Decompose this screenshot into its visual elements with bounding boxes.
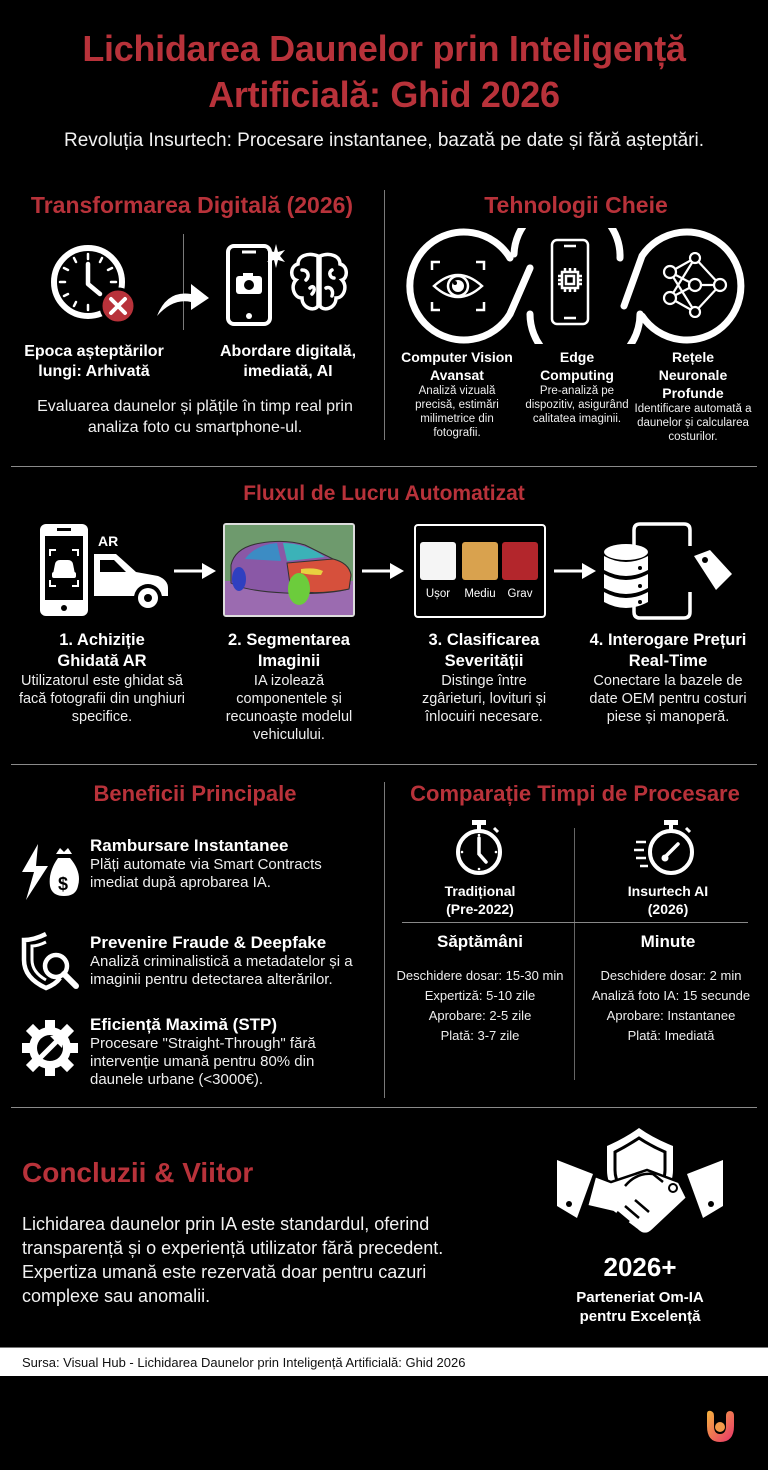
insurtech-times-list	[576, 966, 766, 1046]
gear-arrow-icon	[20, 1018, 80, 1078]
time-row: Deschidere dosar: 2 min	[600, 968, 742, 983]
section-separator	[11, 764, 757, 765]
severity-swatch-severe	[502, 542, 538, 580]
step-title: 1. Achiziție Ghidată AR	[57, 631, 147, 670]
transformation-heading: Transformarea Digitală (2026)	[30, 192, 354, 218]
traditional-times-list	[386, 966, 574, 1046]
column-label: Tradițional	[444, 883, 516, 899]
step-description: Conectare la bazele de date OEM pentru costuri piese și manoperă.	[589, 673, 747, 725]
time-row: Plată: 3-7 zile	[440, 1028, 520, 1043]
comparison-header-line	[402, 922, 748, 923]
column-label-year: (Pre-2022)	[446, 901, 514, 917]
tech-title: Edge Computing	[540, 349, 614, 383]
badge-line: Parteneriat Om-IA	[576, 1289, 704, 1306]
handshake-shield-icon	[555, 1126, 725, 1242]
badge-year: 2026+	[603, 1252, 677, 1282]
benefit-title: Rambursare Instantanee	[90, 836, 289, 855]
time-row: Analiză foto IA: 15 secunde	[591, 988, 751, 1003]
brain-icon	[288, 250, 350, 314]
tech-description: Pre-analiză pe dispozitiv, asigurând calitatea imaginii.	[525, 385, 629, 425]
svg-text:$: $	[58, 874, 69, 894]
ar-badge: AR	[98, 533, 119, 549]
benefits-heading: Beneficii Principale	[93, 781, 297, 806]
insurtech-summary: Minute	[640, 932, 696, 951]
section-divider	[384, 782, 385, 1098]
benefit-item-fraud-prevention	[90, 933, 384, 989]
badge-caption	[560, 1288, 720, 1326]
step-description: IA izolează componentele și recunoaște modelul vehiculului.	[225, 673, 353, 743]
source-footer: Sursa: Visual Hub - Lichidarea Daunelor prin Inteligență Artificială: Ghid 2026	[0, 1347, 768, 1376]
eye-scan-icon	[428, 258, 488, 314]
page-title	[0, 26, 768, 118]
benefit-description: Plăți automate via Smart Contracts imediat după aprobarea IA.	[90, 856, 322, 891]
arrow-right-icon	[360, 562, 406, 580]
arrow-right-icon	[155, 280, 211, 320]
benefit-description: Procesare "Straight-Through" fără intervenție umană pentru 80% din daunele urbane (<3000€).	[90, 1035, 316, 1088]
severity-label: Ușor	[425, 588, 451, 600]
technologies-infinity-graphic	[398, 228, 768, 344]
workflow-step-2	[214, 630, 364, 744]
comparison-heading: Comparație Timpi de Procesare	[410, 781, 740, 806]
conclusion-text: Lichidarea daunelor prin IA este standardul, oferind transparență și o experiență utilizator fără precedent. Expertiza umană este rezervată doar pentru cazuri complexe sau anomalii.	[22, 1214, 444, 1306]
segmentation-image	[223, 523, 355, 617]
tech-item-computer-vision	[398, 348, 516, 440]
severity-swatch-light	[420, 542, 456, 580]
title-line-2: Artificială: Ghid 2026	[208, 74, 560, 115]
stopwatch-icon	[454, 818, 504, 876]
benefit-description: Analiză criminalistică a metadatelor și a imaginii pentru detectarea alterărilor.	[90, 953, 353, 988]
tech-title: Rețele Neuronale Profunde	[658, 349, 728, 401]
section-divider	[384, 190, 385, 440]
lightning-money-bag-icon	[20, 842, 80, 902]
fast-stopwatch-icon	[634, 818, 704, 876]
neural-network-icon	[660, 252, 730, 318]
tech-description: Identificare automată a daunelor și calcularea costurilor.	[634, 403, 752, 443]
database-price-tag-icon	[602, 522, 734, 620]
severity-swatch-medium	[462, 542, 498, 580]
comparison-divider	[574, 828, 575, 1080]
workflow-step-4	[580, 630, 756, 726]
benefit-title: Eficiență Maximă (STP)	[90, 1015, 278, 1034]
comparison-column-traditional	[404, 882, 556, 918]
arrow-right-icon	[552, 562, 598, 580]
severity-label: Grav	[507, 588, 533, 600]
shield-search-icon	[20, 932, 80, 992]
time-row: Plată: Imediată	[627, 1028, 715, 1043]
time-row: Deschidere dosar: 15-30 min	[396, 968, 564, 983]
technologies-heading: Tehnologii Cheie	[484, 192, 668, 218]
new-era-label: Abordare digitală, imediată, AI	[219, 343, 357, 380]
tech-title: Computer Vision Avansat	[401, 349, 513, 383]
step-title: 2. Segmentarea Imaginii	[228, 631, 350, 670]
step-title: 3. Clasificarea Severității	[428, 631, 540, 670]
severity-label: Mediu	[464, 588, 496, 600]
severity-scale	[414, 524, 546, 618]
benefit-item-efficiency	[90, 1015, 360, 1089]
visual-hub-logo	[702, 1408, 738, 1444]
old-era-label: Epoca așteptărilor lungi: Arhivată	[24, 343, 164, 380]
clock-cancel-icon	[48, 244, 140, 328]
section-separator	[11, 466, 757, 467]
transformation-description: Evaluarea daunelor și plățile în timp real prin analiza foto cu smartphone-ul.	[37, 398, 353, 436]
section-separator	[11, 1107, 757, 1108]
tech-item-neural-networks	[630, 348, 756, 444]
workflow-step-3	[404, 630, 564, 726]
benefit-title: Prevenire Fraude & Deepfake	[90, 933, 327, 952]
tech-item-edge-computing	[518, 348, 636, 426]
step-description: Utilizatorul este ghidat să facă fotografii din unghiuri specifice.	[18, 673, 186, 725]
arrow-right-icon	[172, 562, 218, 580]
tech-description: Analiză vizuală precisă, estimări milimetrice din fotografii.	[415, 385, 499, 439]
ar-phone-car-icon	[38, 522, 170, 618]
workflow-heading: Fluxul de Lucru Automatizat	[243, 482, 525, 505]
step-description: Distinge între zgârieturi, lovituri și înlocuiri necesare.	[421, 673, 547, 725]
benefit-item-instant-refund	[90, 836, 380, 892]
badge-line: pentru Excelență	[579, 1308, 701, 1325]
comparison-column-insurtech	[590, 882, 746, 918]
column-label: Insurtech AI	[627, 883, 709, 899]
workflow-step-1	[14, 630, 190, 726]
conclusion-heading: Concluzii & Viitor	[22, 1157, 254, 1188]
column-label-year: (2026)	[647, 901, 689, 917]
step-title: 4. Interogare Prețuri Real-Time	[589, 631, 747, 670]
smartphone-camera-icon	[226, 242, 286, 328]
title-line-1: Lichidarea Daunelor prin Inteligență	[82, 28, 686, 69]
phone-chip-icon	[550, 238, 590, 326]
time-row: Aprobare: 2-5 zile	[428, 1008, 532, 1023]
traditional-summary: Săptămâni	[437, 932, 523, 951]
time-row: Aprobare: Instantanee	[606, 1008, 736, 1023]
page-subtitle: Revoluția Insurtech: Procesare instantanee, bazată pe date și fără așteptări.	[63, 130, 705, 151]
time-row: Expertiză: 5-10 zile	[424, 988, 536, 1003]
